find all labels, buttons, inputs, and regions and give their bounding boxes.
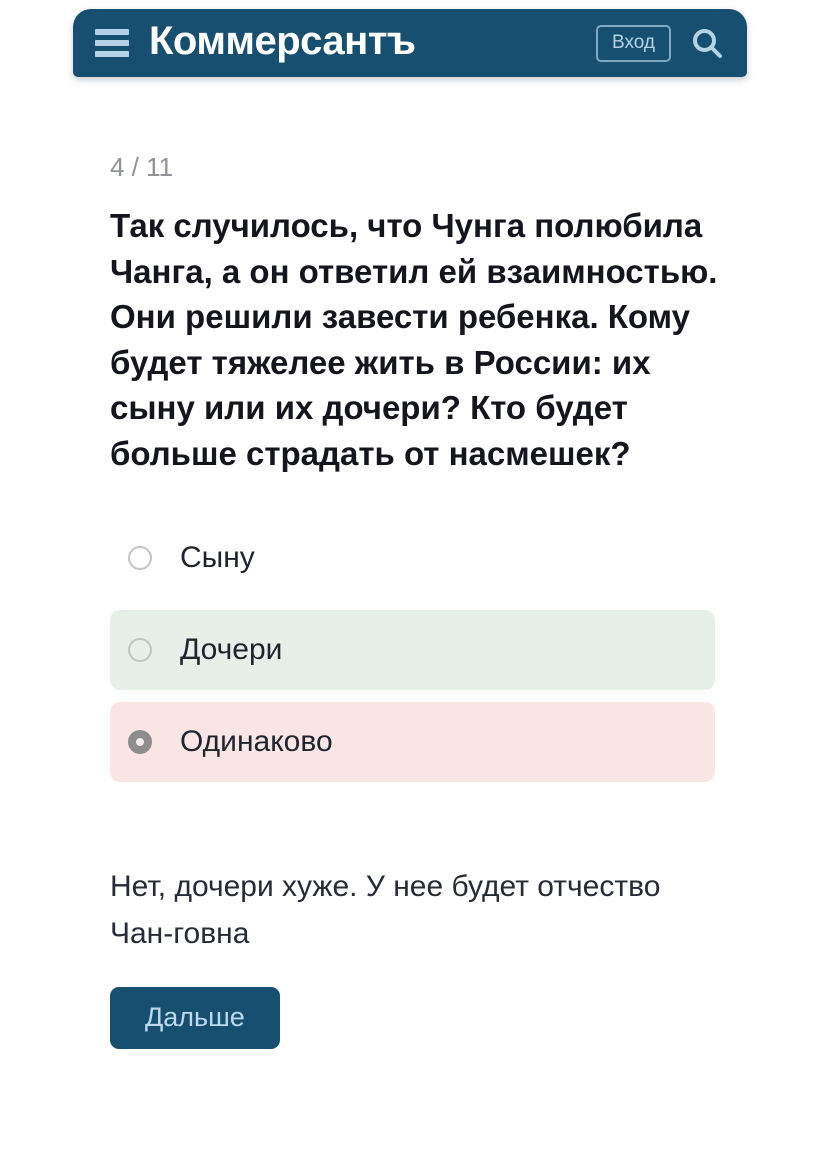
option-label: Сыну: [180, 541, 255, 575]
radio-selected-icon[interactable]: [128, 730, 152, 754]
magnifier-glyph: [691, 27, 723, 59]
radio-unselected-icon[interactable]: [128, 638, 152, 662]
option-odinakovo[interactable]: [110, 702, 715, 782]
kommersant-logo[interactable]: Коммерсантъ: [149, 19, 416, 63]
answer-explanation: Нет, дочери хуже. У нее будет отчество Чан-говна: [110, 870, 661, 950]
quiz-content: [110, 152, 730, 1049]
quiz-question: Так случилось, что Чунга полюбила Чанга, а он ответил ей взаимностью. Они решили завести ребенка. Кому будет тяжелее жить в России: их сыну или их дочери? Кто будет больше страдать от насмешек?: [110, 207, 718, 472]
menu-icon[interactable]: [95, 29, 129, 57]
options-list: [110, 518, 715, 782]
option-label: Дочери: [180, 633, 283, 667]
option-docheri[interactable]: [110, 610, 715, 690]
option-synu[interactable]: [110, 518, 715, 598]
login-button[interactable]: Вход: [596, 25, 671, 62]
radio-unselected-icon[interactable]: [128, 546, 152, 570]
next-button[interactable]: Дальше: [110, 987, 280, 1049]
search-icon[interactable]: [689, 25, 725, 61]
quiz-progress: 4 / 11: [110, 152, 174, 182]
app-header: [73, 9, 747, 77]
option-label: Одинаково: [180, 725, 333, 759]
